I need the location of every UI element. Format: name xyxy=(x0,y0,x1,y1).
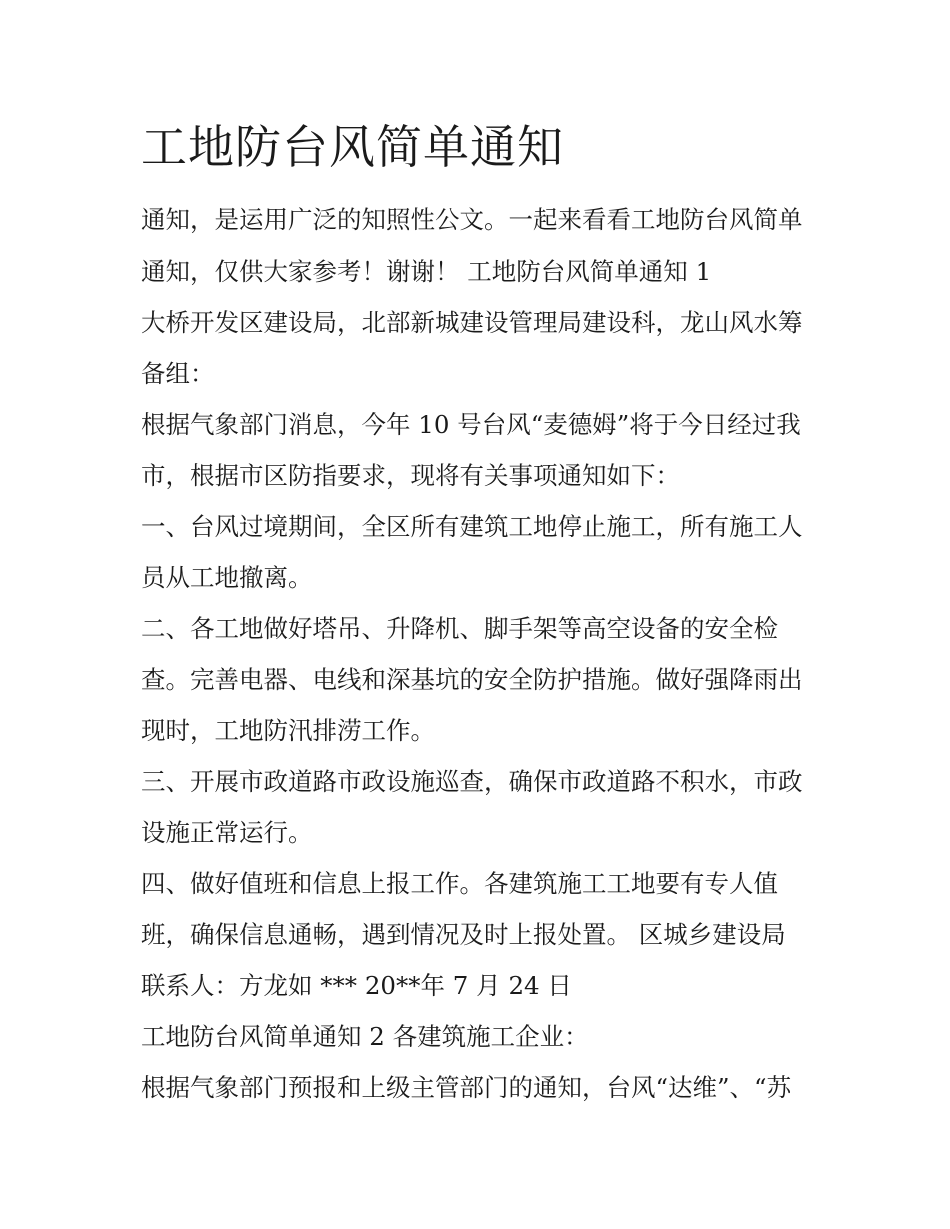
body-line-2: 通知，仅供大家参考！谢谢！ 工地防台风简单通知 1 xyxy=(141,257,712,286)
body-line-17: 工地防台风简单通知 2 各建筑施工企业： xyxy=(141,1022,589,1051)
body-line-9: 二、各工地做好塔吊、升降机、脚手架等高空设备的安全检 xyxy=(141,614,778,643)
body-line-10: 查。完善电器、电线和深基坑的安全防护措施。做好强降雨出 xyxy=(141,665,803,694)
body-line-13: 设施正常运行。 xyxy=(141,818,313,847)
body-line-8: 员从工地撤离。 xyxy=(141,563,313,592)
body-line-7: 一、台风过境期间，全区所有建筑工地停止施工，所有施工人 xyxy=(141,512,803,541)
body-line-11: 现时，工地防汛排涝工作。 xyxy=(141,716,435,745)
body-line-12: 三、开展市政道路市政设施巡查，确保市政道路不积水，市政 xyxy=(141,767,803,796)
body-line-16: 联系人：方龙如 *** 20**年 7 月 24 日 xyxy=(141,971,572,1000)
body-line-3: 大桥开发区建设局，北部新城建设管理局建设科，龙山风水筹 xyxy=(141,308,803,337)
body-line-1: 通知，是运用广泛的知照性公文。一起来看看工地防台风简单 xyxy=(141,205,803,234)
body-line-4: 备组： xyxy=(141,359,215,388)
document-title: 工地防台风简单通知 xyxy=(141,120,564,174)
body-line-18: 根据气象部门预报和上级主管部门的通知，台风“达维”、“苏 xyxy=(141,1073,792,1102)
body-line-5: 根据气象部门消息，今年 10 号台风“麦德姆”将于今日经过我 xyxy=(141,410,801,439)
body-line-15: 班，确保信息通畅，遇到情况及时上报处置。 区城乡建设局 xyxy=(141,920,786,949)
body-line-14: 四、做好值班和信息上报工作。各建筑施工工地要有专人值 xyxy=(141,869,778,898)
body-line-6: 市，根据市区防指要求，现将有关事项通知如下： xyxy=(141,461,680,490)
